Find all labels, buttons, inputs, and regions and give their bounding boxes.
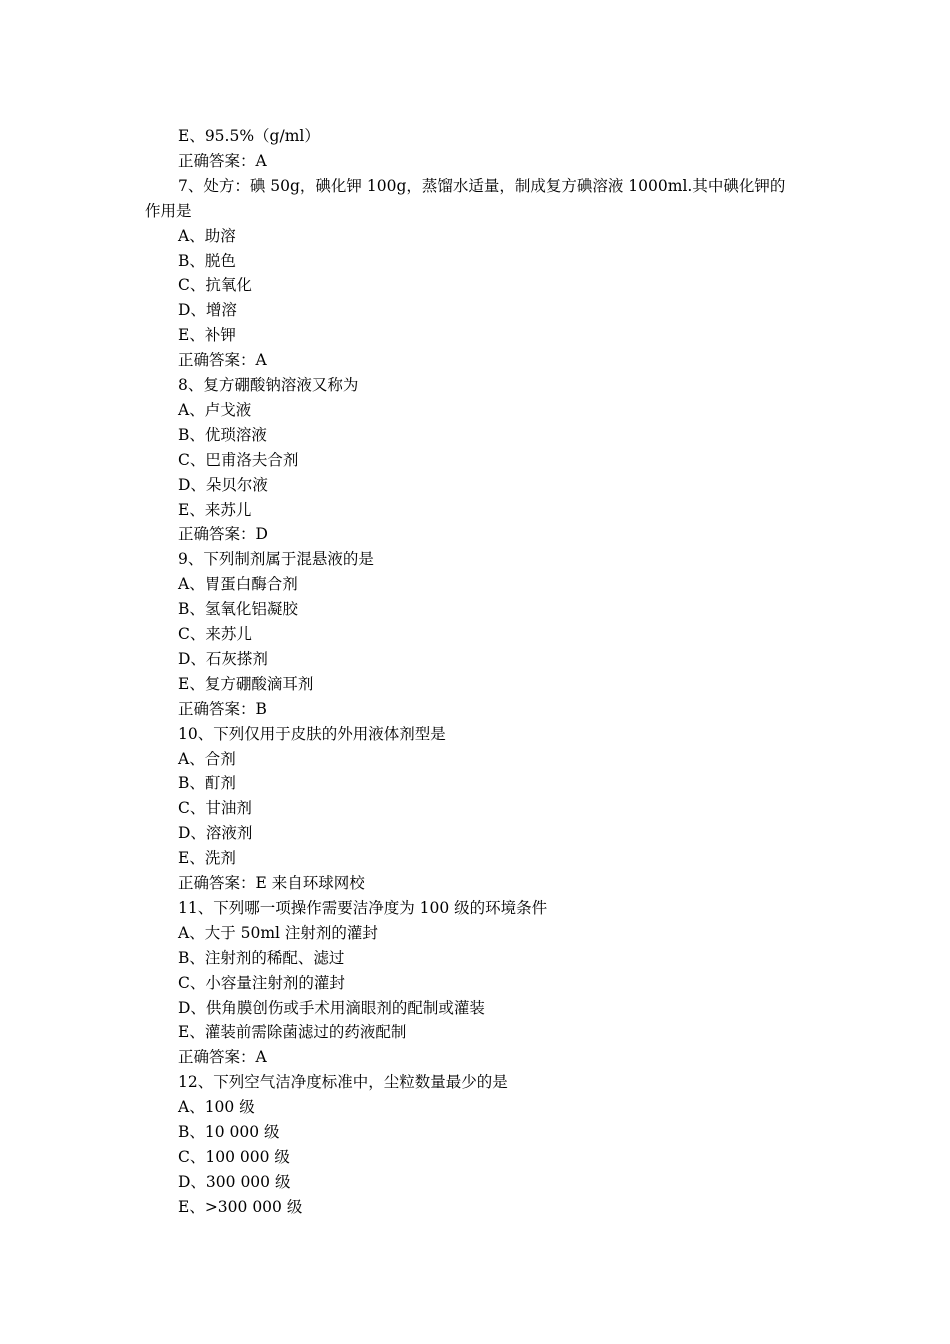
text-line: 正确答案：E 来自环球网校	[178, 874, 365, 892]
text-line: E、来苏儿	[178, 500, 252, 519]
text-line: D、增溶	[178, 301, 237, 320]
text-line: 正确答案：A	[178, 1048, 267, 1067]
text-line: B、优琐溶液	[178, 425, 267, 444]
text-line: E、补钾	[178, 326, 236, 345]
text-line: E、洗剂	[178, 849, 236, 868]
text-line: 正确答案：A	[178, 351, 267, 370]
text-line: A、100 级	[178, 1098, 255, 1117]
text-line: D、朵贝尔液	[178, 475, 268, 494]
text-line: 正确答案：A	[178, 151, 267, 170]
text-line: 7、处方：碘 50g，碘化钾 100g，蒸馏水适量，制成复方碘溶液 1000ml.其中碘化钾的	[178, 176, 786, 195]
text-line: C、小容量注射剂的灌封	[178, 973, 345, 992]
text-line: 正确答案：B	[178, 699, 267, 718]
text-line: A、助溶	[178, 226, 236, 245]
text-line: A、大于 50ml 注射剂的灌封	[178, 923, 378, 942]
text-line: E、灌装前需除菌滤过的药液配制	[178, 1023, 407, 1042]
text-line: D、石灰搽剂	[178, 649, 268, 668]
text-line: C、来苏儿	[178, 625, 252, 643]
text-line: E、复方硼酸滴耳剂	[178, 674, 314, 693]
text-line: 8、复方硼酸钠溶液又称为	[178, 376, 359, 394]
text-line: C、巴甫洛夫合剂	[178, 450, 299, 469]
text-line: A、胃蛋白酶合剂	[178, 575, 298, 594]
text-line: 9、下列制剂属于混悬液的是	[178, 550, 374, 569]
text-line: 正确答案：D	[178, 525, 268, 544]
text-line: D、供角膜创伤或手术用滴眼剂的配制或灌装	[178, 998, 485, 1017]
text-line: C、甘油剂	[178, 799, 252, 818]
text-line: B、注射剂的稀配、滤过	[178, 948, 345, 967]
text-line: 作用是	[145, 201, 192, 220]
text-line: C、抗氧化	[178, 276, 252, 295]
text-line: A、卢戈液	[178, 400, 252, 419]
text-line: 12、下列空气洁净度标准中，尘粒数量最少的是	[178, 1073, 508, 1092]
text-line: B、脱色	[178, 251, 236, 270]
text-line: C、100 000 级	[178, 1147, 290, 1166]
text-line: B、氢氧化铝凝胶	[178, 600, 298, 619]
text-line: D、溶液剂	[178, 824, 253, 843]
text-line: B、10 000 级	[178, 1123, 280, 1141]
text-line: D、300 000 级	[178, 1172, 291, 1191]
text-line: A、合剂	[178, 749, 236, 768]
text-line: 11、下列哪一项操作需要洁净度为 100 级的环境条件	[178, 898, 548, 917]
text-line: E、95.5%（g/ml）	[178, 127, 320, 145]
text-line: 10、下列仅用于皮肤的外用液体剂型是	[178, 724, 446, 743]
text-line: B、酊剂	[178, 774, 236, 793]
text-line: E、>300 000 级	[178, 1197, 303, 1216]
